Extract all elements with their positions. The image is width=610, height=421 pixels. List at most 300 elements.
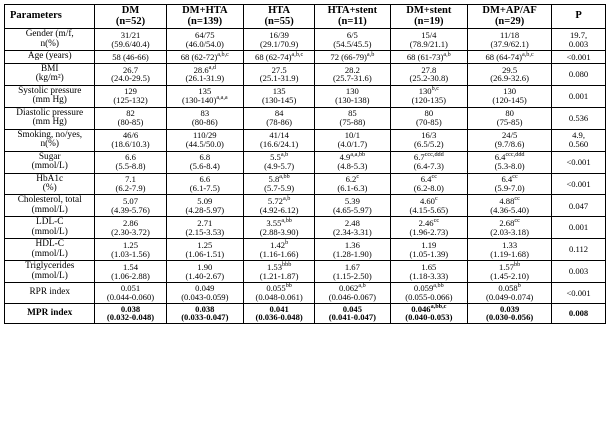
- cell-range: (1.15-2.50): [333, 270, 372, 281]
- cell-range: (1.96-2.73): [409, 226, 449, 237]
- table-cell: [315, 107, 390, 129]
- table-cell: [468, 85, 552, 107]
- cell-range: (6.2-8.0): [413, 182, 444, 193]
- table-cell: [468, 151, 552, 173]
- cell-line-2: [96, 206, 164, 215]
- table-row: [5, 173, 606, 195]
- table-cell: [166, 195, 244, 217]
- cell-value: 16/3: [421, 130, 437, 141]
- table-cell: [244, 239, 315, 261]
- cell-value: 7.1: [125, 174, 136, 185]
- table-cell: [468, 29, 552, 51]
- table-cell: [244, 283, 315, 304]
- cell-value: 27.5: [271, 64, 287, 75]
- table-cell: [244, 85, 315, 107]
- cell-superscript: cc: [512, 173, 518, 181]
- table-cell: [244, 303, 315, 324]
- cell-line-2: [168, 272, 243, 281]
- cell-range: (1.28-1.90): [333, 248, 372, 259]
- cell-range: (75-88): [339, 117, 366, 128]
- cell-superscript: cc: [433, 217, 440, 225]
- cell-line-1: [553, 53, 604, 62]
- cell-line-2: [245, 206, 313, 215]
- cell-range: (25.7-31.6): [333, 73, 372, 84]
- cell-line-2: [96, 313, 164, 322]
- table-cell: [468, 217, 552, 239]
- cell-value: 135: [198, 86, 212, 97]
- row-label-line-1: Sugar: [38, 151, 61, 162]
- cell-line-2: [168, 313, 243, 322]
- cell-line-2: [96, 293, 164, 302]
- header-line-2: (n=19): [414, 15, 444, 27]
- cell-line-2: [245, 184, 313, 193]
- row-label-line-2: n(%): [40, 38, 60, 49]
- cell-line-2: [96, 140, 164, 149]
- table-row: [5, 239, 606, 261]
- cell-value: 0.059: [413, 283, 434, 294]
- cell-line-2: [168, 74, 243, 83]
- cell-value: 5.5: [270, 152, 281, 163]
- table-cell: [552, 129, 606, 151]
- cell-value: 129: [124, 86, 137, 97]
- cell-value: 85: [348, 108, 357, 119]
- cell-line-1: [553, 202, 604, 211]
- header-line-1: DM+HTA: [182, 5, 228, 16]
- cell-value: 0.001: [568, 90, 589, 101]
- cell-line-2: [168, 162, 243, 171]
- cell-line-2: [469, 74, 550, 83]
- cell-line-1: [553, 158, 604, 167]
- table-cell: [468, 195, 552, 217]
- table-cell: [166, 107, 244, 129]
- row-label: [5, 51, 95, 63]
- row-label-line-1: LDL-C: [36, 217, 64, 228]
- table-cell: [552, 217, 606, 239]
- table-cell: [315, 51, 390, 63]
- header-line-1: P: [575, 10, 582, 22]
- table-cell: [95, 173, 166, 195]
- cell-value: 1.54: [122, 261, 139, 272]
- cell-range: (1.03-1.56): [111, 248, 150, 259]
- header-line-1: HTA: [268, 5, 291, 16]
- table-cell: [166, 239, 244, 261]
- table-cell: [95, 129, 166, 151]
- cell-line-2: [168, 250, 243, 259]
- cell-line-2: [392, 74, 467, 83]
- table-cell: [552, 303, 606, 324]
- cell-line-2: [168, 96, 243, 105]
- cell-line-2: [245, 250, 313, 259]
- cell-superscript: c: [356, 173, 360, 181]
- table-cell: [166, 151, 244, 173]
- cell-range: (6.1-6.3): [337, 182, 368, 193]
- cell-value: <0.001: [566, 51, 591, 62]
- cell-line-2: [316, 96, 388, 105]
- table-cell: [552, 85, 606, 107]
- cell-range: (6.1-7.5): [189, 182, 220, 193]
- cell-value: 58 (46-66): [112, 51, 149, 62]
- cell-range: (1.19-1.68): [490, 248, 529, 259]
- cell-range: (2.03-3.18): [490, 226, 529, 237]
- table-cell: [468, 107, 552, 129]
- cell-line-2: [469, 313, 550, 322]
- row-label-line-1: HbA1c: [36, 173, 64, 184]
- table-row: [5, 283, 606, 304]
- cell-line-2: [316, 74, 388, 83]
- cell-value: 6.7: [413, 152, 425, 163]
- table-cell: [166, 217, 244, 239]
- cell-line-2: [392, 184, 467, 193]
- cell-value: 41/14: [269, 130, 289, 141]
- cell-value: 4.9: [339, 152, 351, 163]
- table-cell: [95, 51, 166, 63]
- table-cell: [468, 239, 552, 261]
- table-cell: [468, 129, 552, 151]
- table-cell: [166, 85, 244, 107]
- cell-value: 0.062: [339, 283, 359, 294]
- cell-superscript: a,bb: [281, 217, 292, 225]
- cell-range: (0.055-0.066): [405, 291, 453, 302]
- cell-line-2: [96, 228, 164, 237]
- table-cell: [315, 261, 390, 283]
- table-cell: [315, 85, 390, 107]
- cell-range: (130-138): [335, 95, 370, 106]
- cell-line-2: [96, 40, 164, 49]
- header-line-1: DM+stent: [406, 5, 452, 16]
- cell-line-1: [553, 92, 604, 101]
- cell-range: (16.6/24.1): [260, 139, 299, 150]
- cell-superscript: ccc,ddd: [505, 151, 525, 159]
- cell-superscript: a,b: [443, 50, 451, 58]
- table-row: [5, 261, 606, 283]
- table-cell: [315, 239, 390, 261]
- cell-line-2: [392, 118, 467, 127]
- table-cell: [166, 51, 244, 63]
- cell-value: 11/18: [499, 30, 520, 41]
- table-header: [5, 5, 606, 29]
- cell-value: 0.049: [195, 283, 215, 294]
- cell-range: (1.06-1.51): [185, 248, 225, 259]
- cell-value: 80: [505, 108, 514, 119]
- cell-value: 0.008: [568, 308, 589, 319]
- cell-range: (0.036-0.048): [255, 312, 303, 323]
- table-cell: [315, 217, 390, 239]
- cell-range: (75-85): [496, 117, 523, 128]
- header-line-2: (n=11): [337, 15, 367, 27]
- cell-range: (120-135): [411, 95, 447, 106]
- cell-value: 1.42: [270, 240, 286, 251]
- cell-line-2: [553, 140, 604, 149]
- cell-range: (0.030-0.056): [485, 312, 534, 323]
- table-row: [5, 151, 606, 173]
- table-cell: [95, 63, 166, 85]
- cell-value: 6/5: [346, 30, 358, 41]
- cell-range: (46.0/54.0): [185, 38, 224, 49]
- cell-range: (2.34-3.31): [333, 226, 372, 237]
- cell-value: 29.5: [502, 64, 518, 75]
- cell-range: (6.4-7.3): [413, 161, 444, 172]
- table-cell: [244, 217, 315, 239]
- table-row: [5, 51, 606, 63]
- cell-line-2: [168, 40, 243, 49]
- row-label-line-1: Diastolic pressure: [16, 107, 84, 118]
- cell-line-2: [168, 293, 243, 302]
- table-cell: [390, 195, 468, 217]
- table-cell: [166, 29, 244, 51]
- cell-line-2: [245, 96, 313, 105]
- cell-value: 68 (62-74): [255, 51, 292, 62]
- cell-range: (4.65-5.97): [333, 204, 372, 215]
- cell-value: 27.8: [421, 64, 437, 75]
- table-cell: [95, 217, 166, 239]
- table-cell: [95, 261, 166, 283]
- cell-line-2: [469, 162, 550, 171]
- cell-line-2: [245, 74, 313, 83]
- cell-line-2: [316, 206, 388, 215]
- cell-superscript: bb: [285, 282, 292, 290]
- cell-line-2: [392, 162, 467, 171]
- cell-superscript: a,b: [366, 50, 375, 58]
- cell-value: 3.55: [266, 218, 282, 229]
- row-label-line-2: (mmol/L): [31, 161, 68, 172]
- cell-range: (1.18-3.33): [409, 270, 449, 281]
- cell-value: 0.047: [568, 200, 589, 211]
- row-label-line-2: (mmol/L): [31, 226, 68, 237]
- cell-line-2: [96, 118, 164, 127]
- cell-line-2: [316, 184, 388, 193]
- table-cell: [552, 173, 606, 195]
- table-cell: [166, 173, 244, 195]
- cell-value: 6.4: [494, 152, 506, 163]
- table-cell: [95, 85, 166, 107]
- cell-range: (4.8-5.3): [337, 161, 368, 172]
- cell-value: 0.051: [120, 283, 141, 294]
- cell-range: (25.1-31.9): [259, 73, 299, 84]
- row-label: [5, 195, 95, 217]
- row-label: [5, 85, 95, 107]
- cell-line-2: [96, 162, 164, 171]
- table-cell: [390, 85, 468, 107]
- cell-range: (4.15-5.65): [409, 204, 449, 215]
- cell-range: (1.16-1.66): [259, 248, 299, 259]
- cell-range: (4.0/1.7): [337, 139, 368, 150]
- cell-line-1: [553, 223, 604, 232]
- cell-range: (1.45-2.10): [490, 270, 529, 281]
- cell-superscript: a,bb: [433, 282, 444, 290]
- column-header-dm-stent: [390, 5, 468, 29]
- cell-line-2: [96, 184, 164, 193]
- cell-value: 4.88: [499, 196, 515, 207]
- table-cell: [390, 173, 468, 195]
- cell-value: 110/29: [193, 130, 217, 141]
- table-cell: [315, 283, 390, 304]
- row-label-line-1: Cholesterol, total: [17, 195, 82, 206]
- cell-line-2: [392, 293, 467, 302]
- cell-range: (1.40-2.67): [185, 270, 225, 281]
- row-label-line-2: n(%): [40, 139, 60, 150]
- cell-superscript: a,b,c: [217, 50, 229, 58]
- cell-value: 19.7,: [569, 30, 588, 41]
- cell-range: (80-86): [191, 117, 218, 128]
- table-cell: [390, 51, 468, 63]
- cell-line-1: [553, 245, 604, 254]
- cell-line-2: [469, 293, 550, 302]
- cell-range: (0.048-0.061): [255, 291, 303, 302]
- table-cell: [244, 261, 315, 283]
- cell-line-2: [469, 250, 550, 259]
- cell-range: (54.5/45.5): [333, 38, 372, 49]
- cell-superscript: a,d: [208, 63, 217, 71]
- cell-range: (4.92-6.12): [259, 204, 299, 215]
- table-row: [5, 85, 606, 107]
- row-label-line-1: RPR index: [29, 287, 71, 298]
- cell-value: 2.71: [197, 218, 213, 229]
- cell-range: (4.39-5.76): [111, 204, 150, 215]
- cell-line-2: [96, 272, 164, 281]
- cell-range: (125-132): [113, 95, 148, 106]
- cell-line-1: [553, 70, 604, 79]
- cell-value: 5.39: [344, 196, 360, 207]
- table-cell: [95, 151, 166, 173]
- cell-value: 46/6: [122, 130, 139, 141]
- table-cell: [315, 173, 390, 195]
- cell-superscript: bbb: [282, 261, 292, 269]
- cell-line-2: [469, 96, 550, 105]
- cell-range: (78.9/21.1): [409, 38, 448, 49]
- table-header-row: [5, 5, 606, 29]
- cell-value: 5.72: [267, 196, 283, 207]
- cell-range: (120-145): [492, 95, 527, 106]
- table-cell: [244, 129, 315, 151]
- cell-line-1: [553, 309, 604, 318]
- cell-value: 4.60: [419, 196, 435, 207]
- cell-value: <0.001: [566, 178, 591, 189]
- table-cell: [166, 261, 244, 283]
- cell-range: (0.032-0.048): [106, 312, 155, 323]
- cell-range: (0.033-0.047): [181, 312, 229, 323]
- cell-value: 2.68: [499, 218, 515, 229]
- cell-value: 5.8: [268, 174, 280, 185]
- cell-line-2: [316, 293, 388, 302]
- cell-value: 0.045: [342, 303, 363, 314]
- cell-superscript: ccc,ddd: [424, 151, 444, 159]
- cell-range: (2.88-3.90): [259, 226, 299, 237]
- cell-value: 1.33: [502, 240, 518, 251]
- cell-range: (44.5/50.0): [185, 139, 224, 150]
- cell-range: (4.9-5.7): [264, 161, 295, 172]
- row-label: [5, 29, 95, 51]
- cell-value: 15/4: [421, 30, 437, 41]
- cell-range: (130-140): [181, 95, 217, 106]
- cell-range: (9.7/8.6): [494, 139, 525, 150]
- table-cell: [315, 29, 390, 51]
- cell-range: (26.1-31.9): [185, 73, 225, 84]
- table-cell: [95, 239, 166, 261]
- table-row: [5, 107, 606, 129]
- table-cell: [390, 283, 468, 304]
- cell-value: 5.09: [197, 196, 213, 207]
- row-label: [5, 261, 95, 283]
- cell-line-2: [392, 40, 467, 49]
- cell-range: (1.06-2.88): [111, 270, 150, 281]
- row-label-line-1: Gender (m/f,: [25, 29, 74, 40]
- cell-line-2: [469, 118, 550, 127]
- table-cell: [244, 63, 315, 85]
- cell-line-2: [316, 140, 388, 149]
- cell-value: 0.038: [195, 303, 215, 314]
- header-line-1: HTA+stent: [327, 5, 378, 16]
- cell-value: 1.67: [344, 261, 360, 272]
- cell-range: (0.049-0.074): [485, 291, 534, 302]
- cell-line-2: [316, 313, 388, 322]
- column-header-parameters: [5, 5, 95, 29]
- cell-superscript: a,bb,c: [430, 302, 447, 310]
- cell-line-2: [168, 118, 243, 127]
- cell-value: 1.25: [122, 240, 139, 251]
- cell-value: 0.039: [499, 303, 520, 314]
- row-label: [5, 63, 95, 85]
- cell-value: 1.65: [421, 261, 437, 272]
- cell-line-2: [245, 272, 313, 281]
- table-cell: [315, 151, 390, 173]
- cell-line-1: [553, 114, 604, 123]
- cell-value: 130: [503, 86, 517, 97]
- cell-range: (0.046-0.067): [328, 291, 376, 302]
- header-line-2: (n=29): [494, 15, 525, 27]
- cell-range: 0.003: [568, 38, 589, 49]
- column-header-dm-hta: [166, 5, 244, 29]
- cell-value: 1.25: [197, 240, 213, 251]
- cell-line-1: [553, 289, 604, 298]
- row-label: [5, 107, 95, 129]
- cell-line-2: [469, 272, 550, 281]
- cell-superscript: a,b,c: [522, 50, 534, 58]
- table-cell: [95, 107, 166, 129]
- cell-line-2: [245, 40, 313, 49]
- cell-line-2: [392, 206, 467, 215]
- row-label: [5, 239, 95, 261]
- cell-line-2: [469, 40, 550, 49]
- cell-line-1: [392, 50, 467, 62]
- table-cell: [166, 303, 244, 324]
- cell-range: (4.36-5.40): [490, 204, 529, 215]
- cell-range: (6.5/5.2): [414, 139, 444, 150]
- cell-superscript: a,bb: [279, 173, 290, 181]
- row-label-line-2: (mm Hg): [32, 95, 67, 106]
- cell-range: (5.7-5.9): [264, 182, 295, 193]
- table-cell: [390, 129, 468, 151]
- cell-line-2: [168, 140, 243, 149]
- cell-value: 6.2: [345, 174, 357, 185]
- cell-value: 84: [274, 108, 284, 119]
- cell-range: (5.3-8.0): [494, 161, 525, 172]
- cell-value: 2.86: [122, 218, 139, 229]
- row-label: [5, 173, 95, 195]
- table-cell: [95, 303, 166, 324]
- row-label-line-2: (mmol/L): [31, 248, 68, 259]
- cell-range: (2.15-3.53): [185, 226, 225, 237]
- cell-value: 6.6: [125, 152, 136, 163]
- cell-value: 64/75: [195, 30, 215, 41]
- cell-superscript: c: [434, 195, 438, 203]
- table-cell: [552, 51, 606, 63]
- cell-line-2: [168, 184, 243, 193]
- cell-line-2: [96, 250, 164, 259]
- table-cell: [468, 173, 552, 195]
- table-cell: [552, 29, 606, 51]
- table-cell: [552, 63, 606, 85]
- cell-range: (0.043-0.059): [181, 291, 229, 302]
